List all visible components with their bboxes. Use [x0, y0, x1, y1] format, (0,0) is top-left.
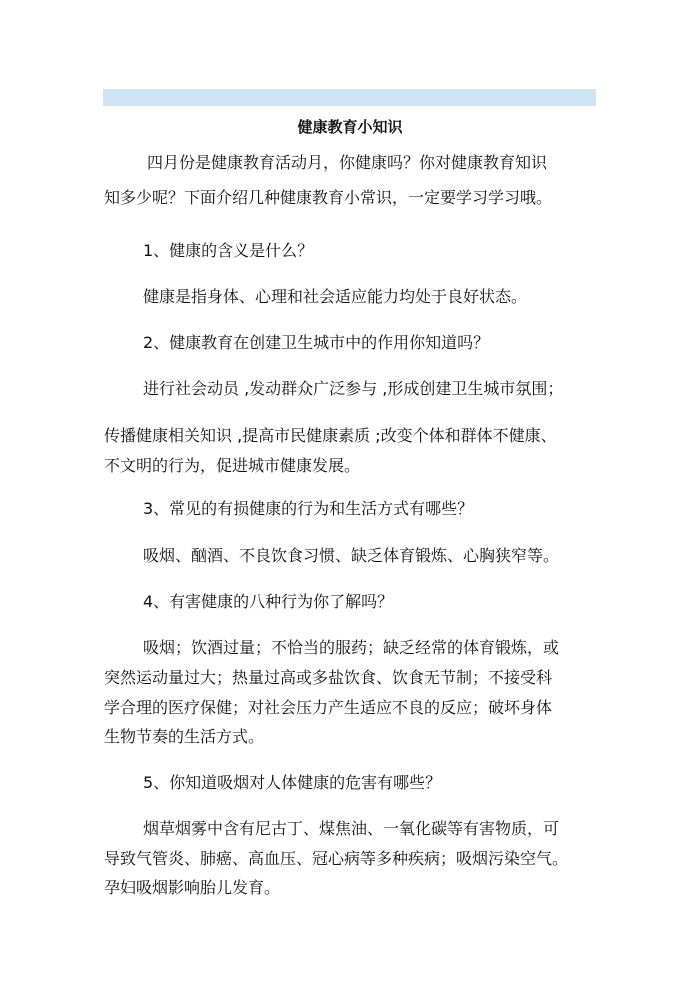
question-3: 3、常见的有损健康的行为和生活方式有哪些？ — [143, 499, 474, 518]
question-5: 5、你知道吸烟对人体健康的危害有哪些？ — [143, 773, 442, 792]
answer-5-line: 导致气管炎、肺癌、高血压、冠心病等多种疾病；吸烟污染空气。 — [104, 849, 569, 868]
answer-4-line: 学合理的医疗保健；对社会压力产生适应不良的反应；破坏身体 — [104, 698, 553, 717]
answer-2-line: 不文明的行为，促进城市健康发展。 — [104, 456, 361, 475]
answer-2-line: 进行社会动员 ,发动群众广泛参与 ,形成创建卫生城市氛围； — [143, 379, 564, 398]
answer-4-line: 吸烟；饮酒过量；不恰当的服药；缺乏经常的体育锻炼，或 — [143, 638, 560, 657]
document-title: 健康教育小知识 — [297, 118, 403, 136]
answer-4-line: 生物节奏的生活方式。 — [104, 727, 265, 746]
intro-line: 四月份是健康教育活动月，你健康吗？你对健康教育知识 — [147, 153, 548, 172]
question-2: 2、健康教育在创建卫生城市中的作用你知道吗？ — [143, 333, 490, 352]
answer-3: 吸烟、酗酒、不良饮食习惯、缺乏体育锻炼、心胸狭窄等。 — [143, 546, 560, 565]
header-band — [103, 89, 596, 106]
intro-line: 知多少呢？下面介绍几种健康教育小常识，一定要学习学习哦。 — [104, 188, 553, 207]
question-4: 4、有害健康的八种行为你了解吗？ — [143, 592, 394, 611]
answer-1: 健康是指身体、心理和社会适应能力均处于良好状态。 — [143, 287, 528, 306]
answer-2-line: 传播健康相关知识 ,提高市民健康素质 ;改变个体和群体不健康、 — [104, 426, 557, 445]
answer-5-line: 孕妇吸烟影响胎儿发育。 — [104, 878, 281, 897]
question-1: 1、健康的含义是什么？ — [143, 241, 314, 260]
answer-4-line: 突然运动量过大；热量过高或多盐饮食、饮食无节制；不接受科 — [104, 668, 553, 687]
answer-5-line: 烟草烟雾中含有尼古丁、煤焦油、一氧化碳等有害物质，可 — [143, 819, 560, 838]
